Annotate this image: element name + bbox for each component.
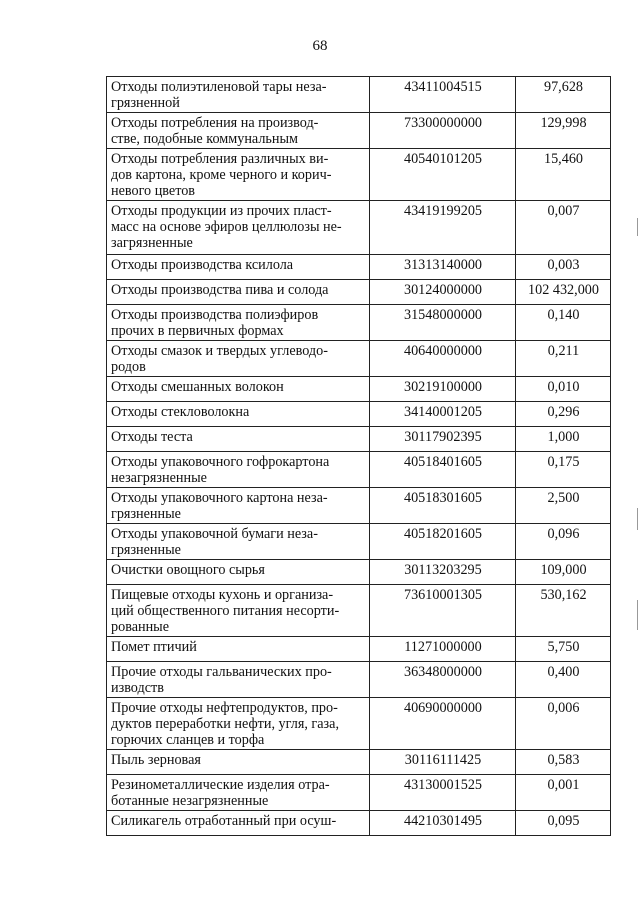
waste-code-cell: 40518301605	[370, 488, 516, 524]
page-number: 68	[312, 38, 328, 54]
scan-margin-mark	[637, 600, 638, 630]
waste-name-cell: Очистки овощного сырья	[107, 560, 370, 585]
waste-amount-cell: 0,010	[516, 377, 611, 402]
table-row	[107, 77, 611, 113]
waste-name-cell: Пищевые отходы кухонь и организа- ций общественного питания несорти- рованные	[107, 585, 370, 637]
table-row	[107, 113, 611, 149]
waste-code-cell: 73300000000	[370, 113, 516, 149]
waste-code-cell: 30116111425	[370, 750, 516, 775]
table-row	[107, 524, 611, 560]
waste-name-cell: Прочие отходы гальванических про- изводств	[107, 662, 370, 698]
table-row	[107, 662, 611, 698]
waste-amount-cell: 0,003	[516, 255, 611, 280]
table-row	[107, 402, 611, 427]
waste-name-cell: Отходы потребления на производ- стве, подобные коммунальным	[107, 113, 370, 149]
waste-amount-cell: 0,175	[516, 452, 611, 488]
table-row	[107, 811, 611, 836]
waste-name-cell: Отходы производства ксилола	[107, 255, 370, 280]
waste-code-cell: 31313140000	[370, 255, 516, 280]
waste-name-cell: Отходы стекловолокна	[107, 402, 370, 427]
waste-amount-cell: 0,095	[516, 811, 611, 836]
waste-name-cell: Отходы производства полиэфиров прочих в первичных формах	[107, 305, 370, 341]
waste-name-cell: Отходы упаковочного картона неза- грязненные	[107, 488, 370, 524]
waste-amount-cell: 0,400	[516, 662, 611, 698]
waste-amount-cell: 0,001	[516, 775, 611, 811]
table-row	[107, 377, 611, 402]
waste-amount-cell: 0,296	[516, 402, 611, 427]
waste-code-cell: 30219100000	[370, 377, 516, 402]
waste-name-cell: Отходы смешанных волокон	[107, 377, 370, 402]
table-row	[107, 149, 611, 201]
waste-table	[106, 76, 611, 836]
waste-amount-cell: 5,750	[516, 637, 611, 662]
table-row	[107, 750, 611, 775]
waste-amount-cell: 0,140	[516, 305, 611, 341]
waste-code-cell: 34140001205	[370, 402, 516, 427]
waste-name-cell: Отходы смазок и твердых углеводо- родов	[107, 341, 370, 377]
waste-code-cell: 43411004515	[370, 77, 516, 113]
waste-name-cell: Резинометаллические изделия отра- ботанные незагрязненные	[107, 775, 370, 811]
waste-amount-cell: 0,096	[516, 524, 611, 560]
table-row	[107, 585, 611, 637]
waste-amount-cell: 0,007	[516, 201, 611, 255]
waste-amount-cell: 530,162	[516, 585, 611, 637]
table-row	[107, 488, 611, 524]
waste-name-cell: Отходы полиэтиленовой тары неза- грязненной	[107, 77, 370, 113]
waste-name-cell: Отходы потребления различных ви- дов картона, кроме черного и корич- невого цветов	[107, 149, 370, 201]
table-row	[107, 201, 611, 255]
waste-amount-cell: 97,628	[516, 77, 611, 113]
table-row	[107, 305, 611, 341]
waste-code-cell: 40690000000	[370, 698, 516, 750]
waste-amount-cell: 109,000	[516, 560, 611, 585]
waste-amount-cell: 102 432,000	[516, 280, 611, 305]
waste-name-cell: Отходы теста	[107, 427, 370, 452]
table-row	[107, 698, 611, 750]
waste-code-cell: 40540101205	[370, 149, 516, 201]
waste-name-cell: Силикагель отработанный при осуш-	[107, 811, 370, 836]
scan-margin-mark	[637, 218, 638, 236]
waste-code-cell: 30124000000	[370, 280, 516, 305]
table-row	[107, 560, 611, 585]
waste-name-cell: Помет птичий	[107, 637, 370, 662]
waste-amount-cell: 129,998	[516, 113, 611, 149]
table-row	[107, 452, 611, 488]
waste-code-cell: 11271000000	[370, 637, 516, 662]
waste-code-cell: 40640000000	[370, 341, 516, 377]
table-row	[107, 775, 611, 811]
waste-code-cell: 31548000000	[370, 305, 516, 341]
waste-code-cell: 40518201605	[370, 524, 516, 560]
table-row	[107, 341, 611, 377]
waste-code-cell: 30113203295	[370, 560, 516, 585]
waste-amount-cell: 0,211	[516, 341, 611, 377]
waste-name-cell: Отходы упаковочного гофрокартона незагрязненные	[107, 452, 370, 488]
waste-amount-cell: 1,000	[516, 427, 611, 452]
waste-name-cell: Прочие отходы нефтепродуктов, про- дуктов переработки нефти, угля, газа, горючих сланцев и торфа	[107, 698, 370, 750]
waste-code-cell: 40518401605	[370, 452, 516, 488]
table-row	[107, 255, 611, 280]
waste-name-cell: Отходы упаковочной бумаги неза- грязненные	[107, 524, 370, 560]
waste-amount-cell: 2,500	[516, 488, 611, 524]
waste-code-cell: 43419199205	[370, 201, 516, 255]
waste-table-body	[107, 77, 611, 836]
waste-name-cell: Пыль зерновая	[107, 750, 370, 775]
waste-code-cell: 73610001305	[370, 585, 516, 637]
table-row	[107, 427, 611, 452]
table-row	[107, 637, 611, 662]
table-row	[107, 280, 611, 305]
waste-amount-cell: 15,460	[516, 149, 611, 201]
waste-name-cell: Отходы производства пива и солода	[107, 280, 370, 305]
waste-code-cell: 36348000000	[370, 662, 516, 698]
waste-code-cell: 43130001525	[370, 775, 516, 811]
waste-amount-cell: 0,006	[516, 698, 611, 750]
waste-code-cell: 44210301495	[370, 811, 516, 836]
scan-margin-mark	[637, 508, 638, 530]
waste-name-cell: Отходы продукции из прочих пласт- масс на основе эфиров целлюлозы не- загрязненные	[107, 201, 370, 255]
waste-code-cell: 30117902395	[370, 427, 516, 452]
waste-amount-cell: 0,583	[516, 750, 611, 775]
